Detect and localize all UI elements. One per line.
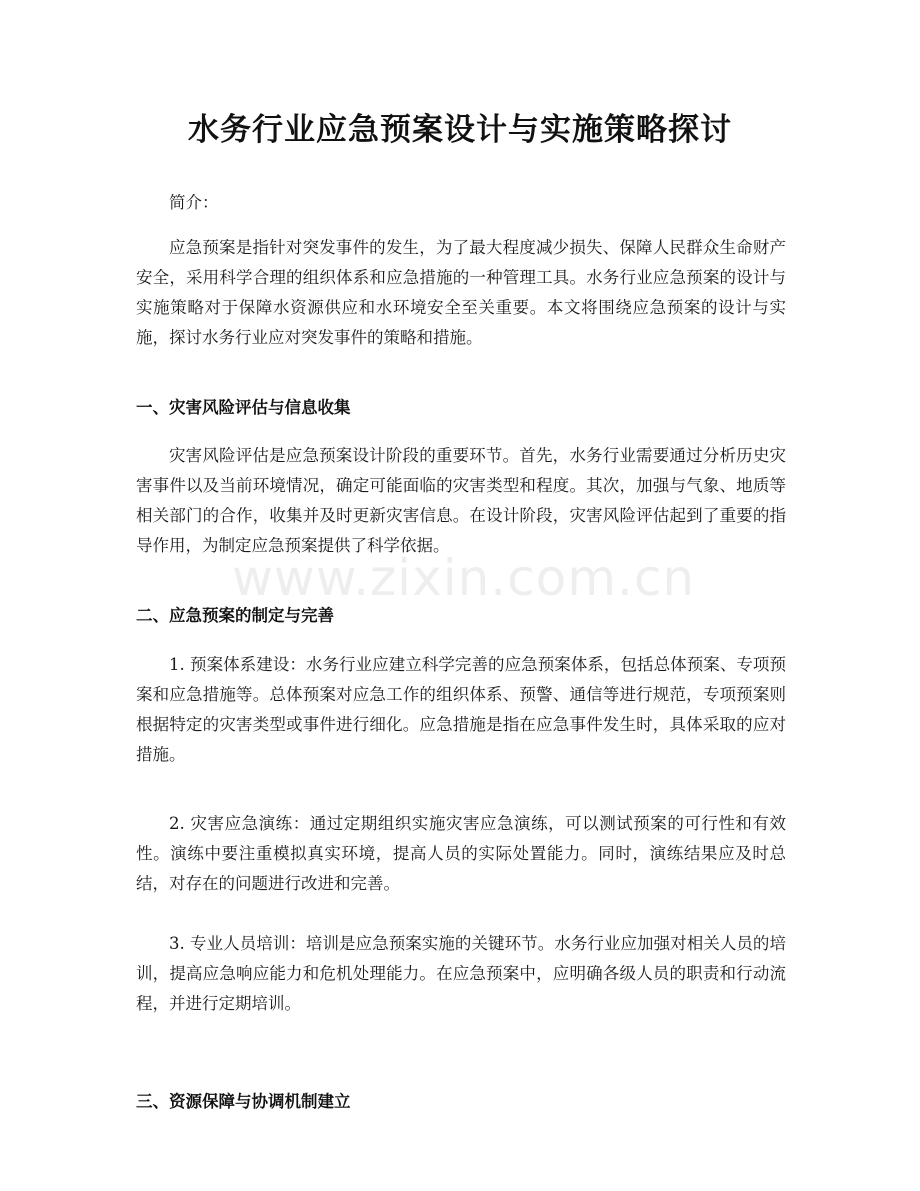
section-1-heading: 一、灾害风险评估与信息收集 [136,398,351,417]
section-3-heading: 三、资源保障与协调机制建立 [136,1092,351,1111]
section-1-paragraph: 灾害风险评估是应急预案设计阶段的重要环节。首先，水务行业需要通过分析历史灾害事件以及当前环境情况，确定可能面临的灾害类型和程度。其次，加强与气象、地质等相关部门的合作，收集并及时更新灾害信息。在设计阶段，灾害风险评估起到了重要的指导作用，为制定应急预案提供了科学依据。 [136,446,786,555]
watermark: www.zixin.com.cn [232,549,696,607]
section-2-item-1: 1. 预案体系建设：水务行业应建立科学完善的应急预案体系，包括总体预案、专项预案和应急措施等。总体预案对应急工作的组织体系、预警、通信等进行规范，专项预案则根据特定的灾害类型或事件进行细化。应急措施是指在应急事件发生时，具体采取的应对措施。 [136,655,786,764]
section-2-item-2: 2. 灾害应急演练：通过定期组织实施灾害应急演练，可以测试预案的可行性和有效性。演练中要注重模拟真实环境，提高人员的实际处置能力。同时，演练结果应及时总结，对存在的问题进行改进和完善。 [136,814,786,893]
section-2-item-3: 3. 专业人员培训：培训是应急预案实施的关键环节。水务行业应加强对相关人员的培训，提高应急响应能力和危机处理能力。在应急预案中，应明确各级人员的职责和行动流程，并进行定期培训。 [136,934,786,1013]
section-2-heading: 二、应急预案的制定与完善 [136,606,334,625]
intro-label: 简介： [169,193,219,212]
intro-paragraph: 应急预案是指针对突发事件的发生，为了最大程度减少损失、保障人民群众生命财产安全，采用科学合理的组织体系和应急措施的一种管理工具。水务行业应急预案的设计与实施策略对于保障水资源供应和水环境安全至关重要。本文将围绕应急预案的设计与实施，探讨水务行业应对突发事件的策略和措施。 [136,238,786,347]
document-title: 水务行业应急预案设计与实施策略探讨 [188,112,732,148]
